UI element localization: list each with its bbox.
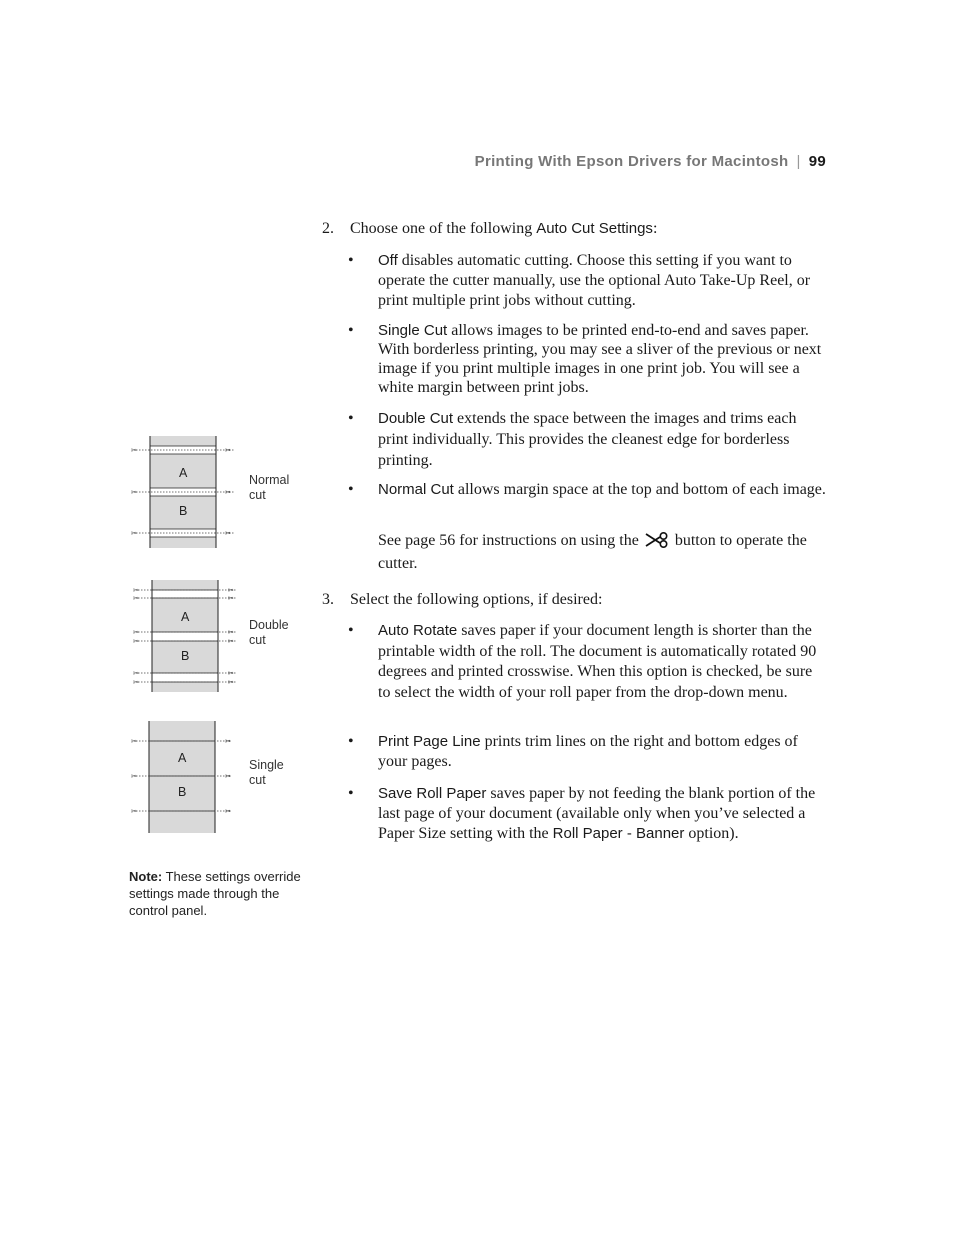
see-page-after: button to operate the cutter.: [378, 532, 807, 572]
svg-text:✂: ✂: [133, 669, 139, 678]
side-note: [129, 868, 304, 919]
double-cut-figure: [130, 580, 242, 692]
image-a-label: A: [178, 751, 187, 765]
svg-text:✂: ✂: [228, 669, 234, 678]
bullet-desc: allows margin space at the top and bottom of each image.: [453, 481, 826, 498]
svg-text:✂: ✂: [225, 529, 231, 538]
svg-text:✂: ✂: [133, 678, 139, 687]
note-label: Note:: [129, 869, 163, 884]
svg-text:✂: ✂: [131, 737, 137, 746]
bullet-text: [378, 408, 826, 471]
label-line-2: cut: [249, 773, 266, 787]
label-line-2: cut: [249, 633, 266, 647]
bullet-term: Off: [378, 252, 398, 269]
diagram-normal-cut: [130, 436, 240, 553]
bullet-desc: saves paper by not feeding the blank portion of the last page of your document (available only when you’ve selected a Paper Size setting with the: [378, 785, 816, 842]
bullet-glyph: •: [348, 322, 354, 339]
svg-text:✂: ✂: [131, 807, 137, 816]
step-text-before: Choose one of the following: [350, 220, 537, 237]
header-separator: |: [796, 153, 801, 170]
svg-text:✂: ✂: [133, 628, 139, 637]
normal-cut-figure: [130, 436, 240, 548]
bullet-text: [378, 321, 826, 397]
bullet-text: [378, 621, 826, 703]
bullet-term-2: Roll Paper - Banner: [552, 825, 685, 842]
step-number: 3.: [322, 591, 334, 608]
note-text: These settings override settings made through the control panel.: [129, 869, 301, 918]
svg-text:✂: ✂: [228, 628, 234, 637]
bullet-glyph: •: [348, 622, 354, 639]
bullet-term: Normal Cut: [378, 481, 454, 498]
label-line-1: Double: [249, 618, 289, 632]
bullet-desc: saves paper if your document length is shorter than the printable width of the roll. The document is automatically rotated 90 degrees and printed crosswise. When this option is checked, be sure to select the width of your roll paper from the drop-down menu.: [378, 622, 817, 701]
image-b-label: B: [178, 785, 187, 799]
svg-text:✂: ✂: [133, 637, 139, 646]
bullet-desc: disables automatic cutting. Choose this setting if you want to operate the cutter manually, use the optional Auto Take-Up Reel, or print multiple print jobs without cutting.: [378, 252, 811, 309]
bullet-text: [378, 784, 826, 844]
bullet-glyph: •: [348, 481, 354, 498]
double-cut-label: [249, 618, 309, 648]
bullet-glyph: •: [348, 733, 354, 750]
step-number: 2.: [322, 220, 334, 237]
see-page-paragraph: [378, 531, 828, 574]
bullet-glyph: •: [348, 410, 354, 427]
single-cut-figure: [130, 721, 240, 833]
bullet-term: Single Cut: [378, 322, 448, 339]
svg-text:✂: ✂: [228, 678, 234, 687]
setting-name: Auto Cut Settings: [536, 220, 653, 237]
diagram-single-cut: [130, 721, 240, 838]
normal-cut-label: [249, 473, 309, 503]
svg-text:✂: ✂: [131, 529, 137, 538]
label-line-1: Single: [249, 758, 284, 772]
bullet-glyph: •: [348, 785, 354, 802]
bullet-term: Double Cut: [378, 410, 454, 427]
svg-text:✂: ✂: [228, 594, 234, 603]
bullet-glyph: •: [348, 252, 354, 269]
image-a-label: A: [181, 610, 190, 624]
svg-text:✂: ✂: [131, 488, 137, 497]
bullet-term: Save Roll Paper: [378, 785, 487, 802]
scissors-icon: [645, 532, 669, 554]
svg-text:✂: ✂: [225, 488, 231, 497]
bullet-desc: extends the space between the images and trims each print individually. This provides the cleanest edge for borderless printing.: [378, 410, 797, 469]
bullet-desc-after: option).: [684, 825, 739, 842]
image-b-label: B: [179, 504, 188, 518]
step-text: [350, 219, 657, 239]
step-text: Select the following options, if desired:: [350, 591, 603, 608]
svg-text:✂: ✂: [133, 586, 139, 595]
bullet-desc: allows images to be printed end-to-end and saves paper. With borderless printing, you may see a sliver of the previous or next image if you print multiple images in one print job. You will see a white margin between print jobs.: [378, 322, 822, 396]
svg-text:✂: ✂: [133, 594, 139, 603]
header-title: Printing With Epson Drivers for Macintosh: [474, 153, 789, 170]
bullet-term: Auto Rotate: [378, 622, 458, 639]
svg-text:✂: ✂: [228, 586, 234, 595]
svg-text:✂: ✂: [225, 446, 231, 455]
label-line-1: Normal: [249, 473, 290, 487]
svg-text:✂: ✂: [225, 737, 231, 746]
bullet-desc: prints trim lines on the right and bottom edges of your pages.: [378, 733, 798, 770]
diagram-double-cut: [130, 580, 242, 697]
label-line-2: cut: [249, 488, 266, 502]
svg-text:✂: ✂: [228, 637, 234, 646]
page-number: 99: [808, 153, 826, 170]
bullet-text: [378, 480, 826, 500]
svg-text:✂: ✂: [225, 807, 231, 816]
image-a-label: A: [179, 466, 188, 480]
svg-text:✂: ✂: [225, 772, 231, 781]
single-cut-label: [249, 758, 309, 788]
svg-text:✂: ✂: [131, 772, 137, 781]
see-page-before: See page 56 for instructions on using the: [378, 532, 639, 549]
svg-text:✂: ✂: [131, 446, 137, 455]
bullet-text: [378, 251, 826, 311]
image-b-label: B: [181, 649, 190, 663]
bullet-term: Print Page Line: [378, 733, 481, 750]
step-text-after: :: [652, 220, 658, 237]
running-header: [0, 153, 826, 170]
bullet-text: [378, 732, 826, 772]
